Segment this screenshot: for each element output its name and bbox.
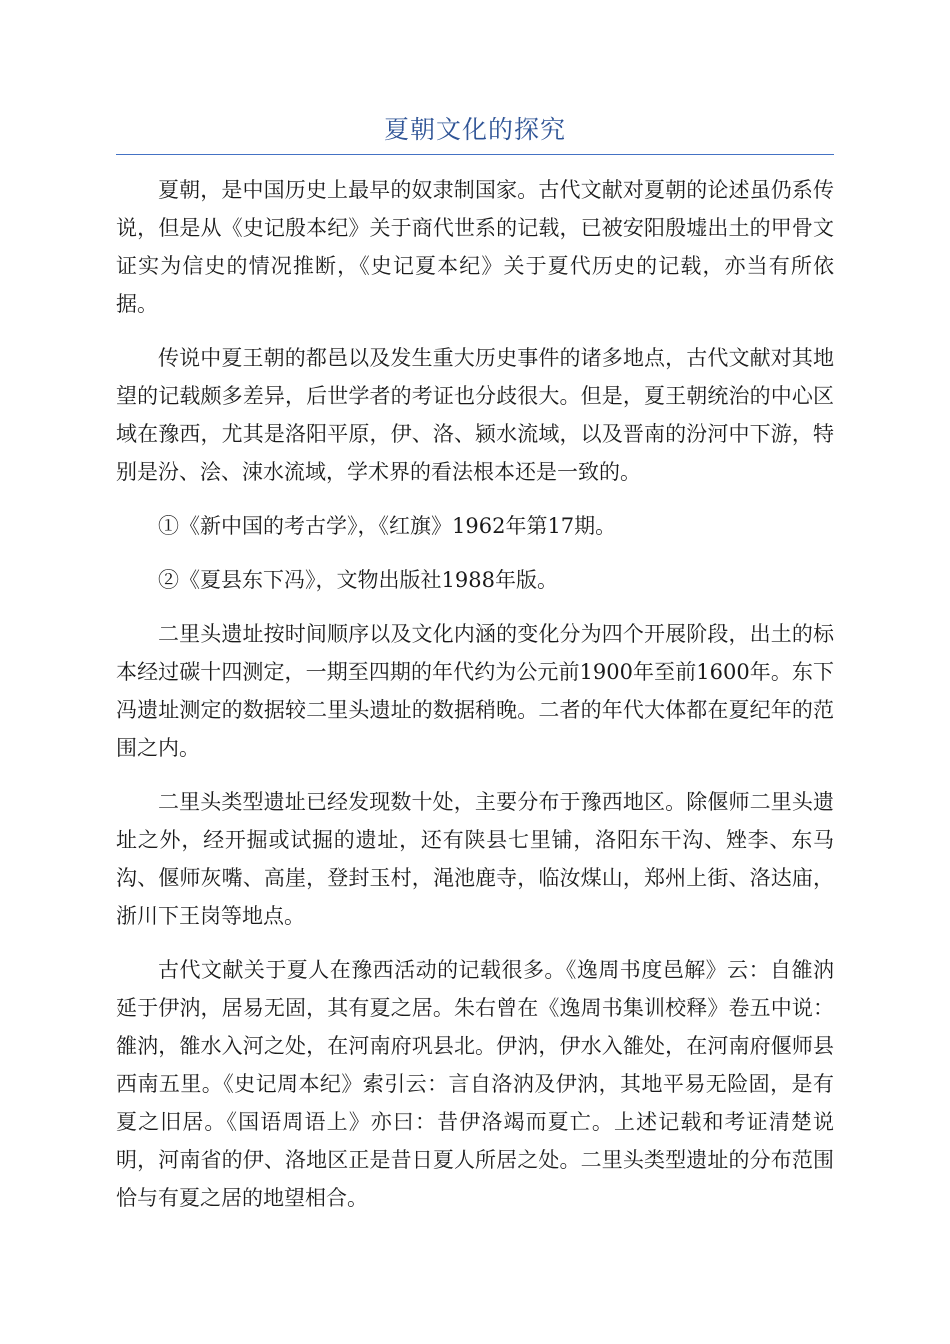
paragraph-intro: 夏朝，是中国历史上最早的奴隶制国家。古代文献对夏朝的论述虽仍系传说，但是从《史记殷本纪》关于商代世系的记载，已被安阳殷墟出土的甲骨文证实为信史的情况推断，《史记夏本纪》关于夏代历史的记载，亦当有所依据。 — [116, 178, 834, 316]
paragraph-capital-region: 传说中夏王朝的都邑以及发生重大历史事件的诸多地点，古代文献对其地望的记载颇多差异，后世学者的考证也分歧很大。但是，夏王朝统治的中心区域在豫西，尤其是洛阳平原，伊、洛、颍水流域，以及晋南的汾河中下游，特别是汾、浍、涑水流域，学术界的看法根本还是一致的。 — [116, 346, 834, 484]
document-body — [116, 171, 834, 1233]
title-underline — [116, 154, 834, 155]
paragraph-literature: 古代文献关于夏人在豫西活动的记载很多。《逸周书度邑解》云：自雒汭延于伊汭，居易无固，其有夏之居。朱右曾在《逸周书集训校释》卷五中说：雒汭，雒水入河之处，在河南府巩县北。伊汭，伊水入雒处，在河南府偃师县西南五里。《史记周本纪》索引云：言自洛汭及伊汭，其地平易无险固，是有夏之旧居。《国语周语上》亦曰：昔伊洛竭而夏亡。上述记载和考证清楚说明，河南省的伊、洛地区正是昔日夏人所居之处。二里头类型遗址的分布范围恰与有夏之居的地望相合。 — [116, 958, 834, 1210]
footnote-1: ①《新中国的考古学》，《红旗》1962年第17期。 — [158, 514, 617, 538]
paragraph-erlitou-phases: 二里头遗址按时间顺序以及文化内涵的变化分为四个开展阶段，出土的标本经过碳十四测定，一期至四期的年代约为公元前1900年至前1600年。东下冯遗址测定的数据较二里头遗址的数据稍晚。二者的年代大体都在夏纪年的范围之内。 — [116, 622, 834, 760]
page-title: 夏朝文化的探究 — [383, 115, 566, 144]
paragraph-erlitou-sites: 二里头类型遗址已经发现数十处，主要分布于豫西地区。除偃师二里头遗址之外，经开掘或试掘的遗址，还有陕县七里铺，洛阳东干沟、矬李、东马沟、偃师灰嘴、高崖，登封玉村，渑池鹿寺，临汝煤山，郑州上街、洛达庙，浙川下王岗等地点。 — [116, 790, 834, 928]
footnote-2: ②《夏县东下冯》，文物出版社1988年版。 — [158, 568, 558, 592]
